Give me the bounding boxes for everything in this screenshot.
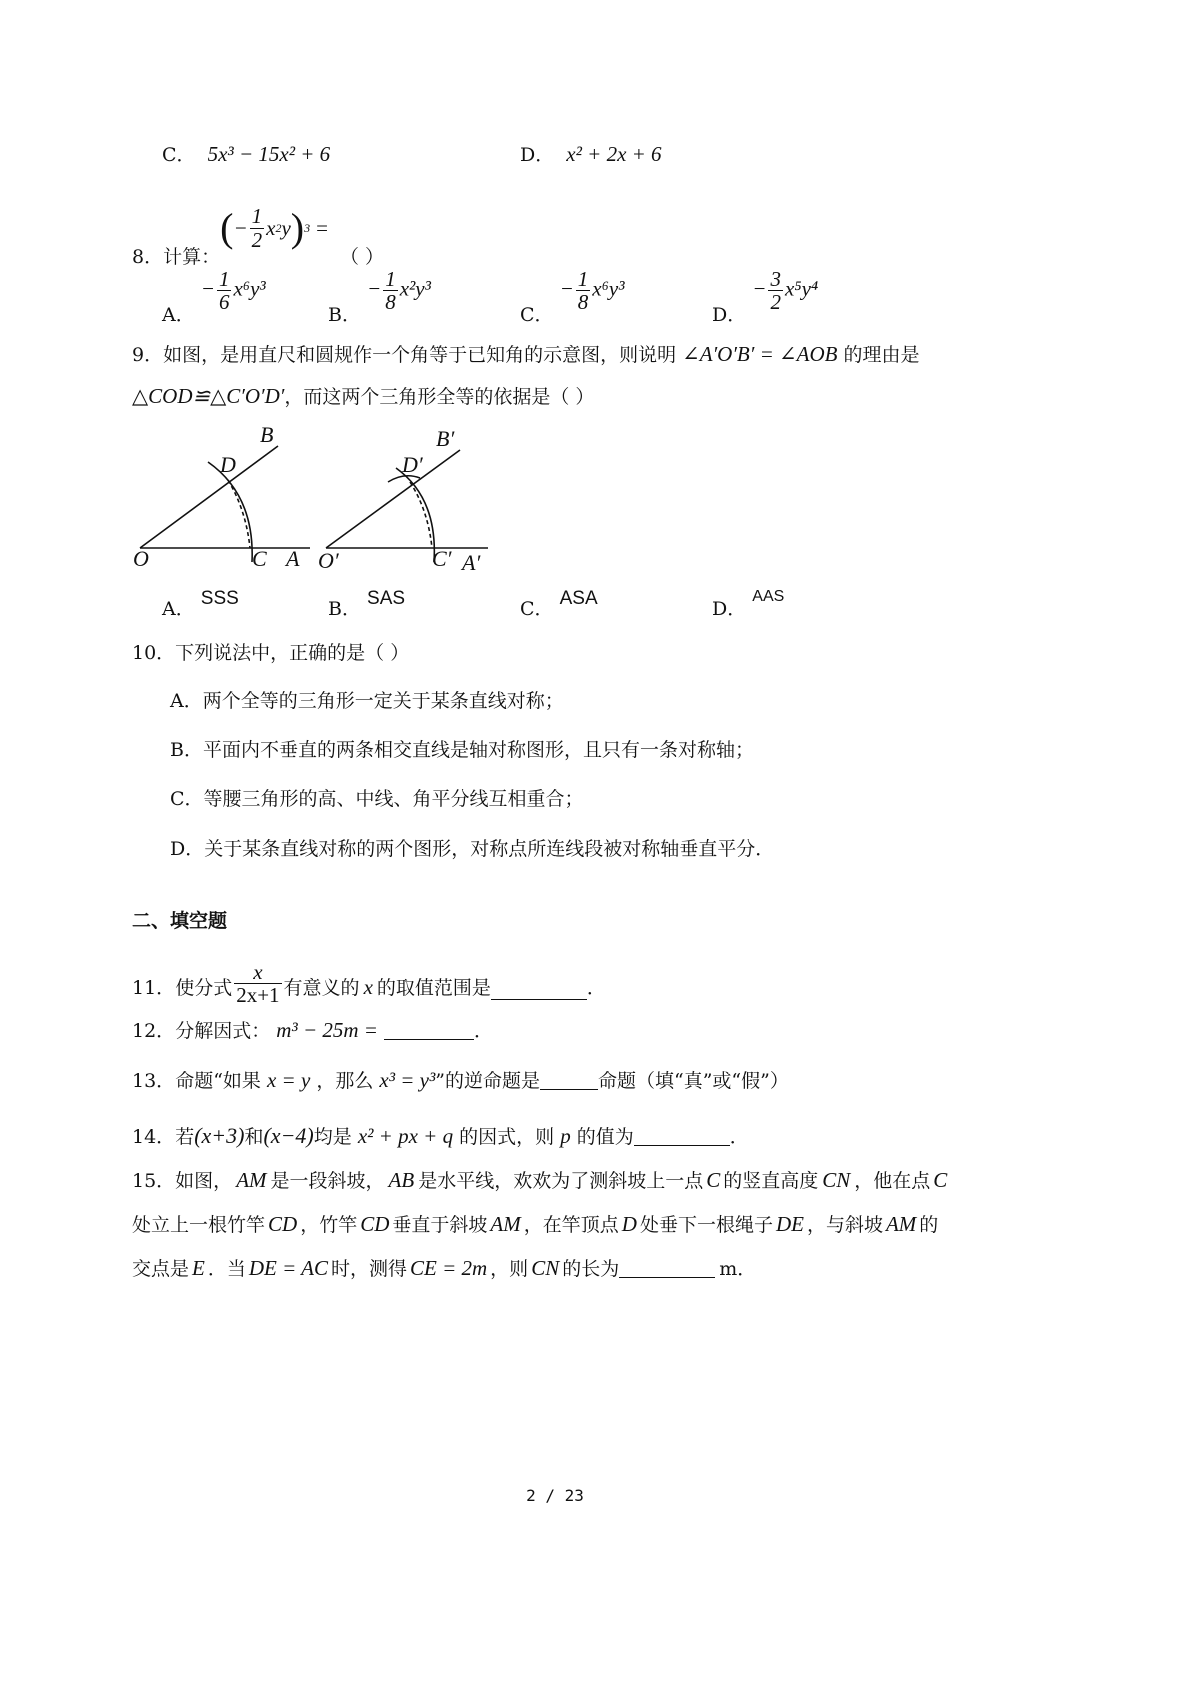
q8-option-a: A． − $\frac{1}{6}$ x⁶y³: [162, 267, 266, 326]
math-symbol: CN: [822, 1168, 851, 1192]
q9-options: [162, 588, 862, 618]
option-label: C．: [520, 304, 554, 326]
q8-option-b: B． − $\frac{1}{8}$ x²y³: [328, 267, 431, 326]
q9-option-a: [162, 588, 239, 621]
question-text: 若: [175, 1126, 195, 1148]
question-text: ”的逆命题是: [435, 1070, 540, 1092]
question-text: 的: [919, 1214, 939, 1236]
answer-blank[interactable]: [540, 1088, 598, 1090]
option-label: B．: [328, 304, 361, 326]
ray-o2b2: [326, 450, 460, 548]
option-expression: x²y³: [399, 276, 431, 301]
q10-option-c: C．等腰三角形的高、中线、角平分线互相重合；: [170, 788, 584, 810]
q8-stem: [132, 190, 384, 270]
question-text: 是一段斜坡，: [270, 1170, 385, 1192]
math-symbol: AM: [885, 1212, 917, 1236]
q9-figure: [120, 420, 520, 590]
coef-numerator: 1: [218, 267, 230, 291]
congruence-statement: △COD≌△C′O′D′: [132, 384, 285, 408]
expression: m³ − 25m =: [276, 1018, 378, 1042]
math-symbol: CE = 2m: [410, 1256, 488, 1280]
expression: x² + px + q: [357, 1124, 454, 1148]
answer-blank[interactable]: [619, 1276, 715, 1278]
q10-option-d: D．关于某条直线对称的两个图形，对称点所连线段被对称轴垂直平分．: [170, 838, 775, 860]
option-label: D．: [712, 598, 747, 620]
question-text: 有意义的: [283, 977, 360, 999]
q15-line1: [132, 1166, 947, 1193]
option-text: SSS: [200, 588, 239, 609]
coef-denominator: 6: [218, 290, 230, 315]
q14: [132, 1122, 749, 1149]
option-text: SAS: [367, 588, 406, 609]
question-text: 均是: [313, 1126, 352, 1148]
expression: x³ = y³: [379, 1068, 436, 1092]
question-text: 15．如图，: [132, 1170, 233, 1192]
q9-option-d: [712, 588, 784, 621]
option-label: A．: [162, 598, 195, 620]
end-punct: ．: [474, 1020, 494, 1042]
question-number: 8．: [132, 245, 164, 268]
fraction-denominator: 2x+1: [236, 982, 280, 1007]
expression: (x−4): [263, 1123, 314, 1148]
math-symbol: DE = AC: [248, 1256, 328, 1280]
question-text: 的长为: [562, 1258, 620, 1280]
q9-option-c: [520, 588, 598, 621]
question-text: ，与斜坡: [806, 1214, 883, 1236]
question-text: ，竹竿: [300, 1214, 358, 1236]
math-symbol: DE: [775, 1212, 804, 1236]
question-text: 的理由是: [843, 344, 920, 366]
unit: m．: [719, 1258, 757, 1280]
option-expression: x⁶y³: [592, 276, 625, 301]
question-text: 处垂下一根绳子: [639, 1214, 773, 1236]
label-b: B: [260, 422, 274, 447]
fraction-numerator: x: [234, 961, 281, 984]
coef-denominator: 8: [385, 290, 396, 315]
question-text: 是水平线，欢欢为了测斜坡上一点: [418, 1170, 704, 1192]
q10-option-b: B．平面内不垂直的两条相交直线是轴对称图形，且只有一条对称轴；: [170, 739, 754, 761]
section-title: 二、填空题: [132, 910, 228, 932]
fraction: [234, 961, 281, 1006]
question-number: 12．: [132, 1020, 176, 1042]
q7-option-c: [162, 140, 330, 167]
question-text: ，则: [490, 1258, 529, 1280]
label-o: O: [133, 546, 149, 571]
q9-line2: [132, 382, 594, 409]
answer-blank[interactable]: [634, 1144, 730, 1146]
page-number: 2 / 23: [526, 1486, 584, 1505]
q11: [132, 942, 606, 1007]
variable: x: [363, 975, 373, 999]
label-b-prime: B′: [436, 426, 455, 451]
option-label: A．: [162, 304, 195, 326]
q9-option-b: [328, 588, 405, 621]
answer-blank[interactable]: [491, 998, 587, 1000]
question-text: 分解因式：: [175, 1020, 271, 1042]
angle-equation: ∠A′O′B′ = ∠AOB: [682, 342, 838, 366]
label-o-prime: O′: [318, 548, 339, 573]
question-number: 9．: [132, 344, 164, 366]
question-text: 的因式，则: [459, 1126, 555, 1148]
question-text: ，而这两个三角形全等的依据是（ ）: [284, 386, 595, 408]
ray-ob: [140, 446, 278, 548]
question-text: 垂直于斜坡: [392, 1214, 488, 1236]
q15-line2: [132, 1210, 938, 1237]
coef-denominator: 2: [770, 290, 781, 315]
question-text: 处立上一根竹竿: [132, 1214, 266, 1236]
option-text: AAS: [752, 588, 785, 605]
question-number: 11．: [132, 977, 176, 999]
coef-denominator: 8: [577, 290, 589, 315]
label-d-prime: D′: [402, 452, 423, 477]
coef-numerator: 1: [385, 267, 396, 291]
label-a-prime: A′: [462, 550, 481, 575]
q9-line1: [132, 340, 920, 367]
question-number: 13．: [132, 1070, 176, 1092]
math-symbol: CD: [360, 1212, 390, 1236]
label-a: A: [286, 546, 300, 571]
math-symbol: D: [621, 1212, 637, 1236]
q7-option-d: [520, 140, 662, 167]
end-punct: ．: [586, 977, 606, 999]
option-label: C．: [162, 144, 196, 166]
question-text: 命题（填“真”或“假”）: [598, 1070, 789, 1092]
question-text: 的竖直高度: [723, 1170, 819, 1192]
q8-option-c: C． − $\frac{1}{8}$ x⁶y³: [520, 267, 625, 326]
label-c-prime: C′: [432, 546, 452, 571]
option-label: B．: [328, 598, 361, 620]
option-text: ASA: [559, 588, 598, 609]
answer-parentheses: （ ）: [339, 245, 384, 268]
question-text: ．当: [207, 1258, 246, 1280]
label-d: D: [220, 452, 236, 477]
question-text: 计算：: [163, 245, 221, 268]
math-symbol: AM: [490, 1212, 521, 1236]
question-text: 和: [244, 1126, 264, 1148]
q8-expression: ( − $\frac{1}{2}$ x 2 y ) 3 =: [220, 204, 328, 252]
option-expression: x⁶y³: [233, 276, 266, 301]
math-symbol: E: [192, 1256, 205, 1280]
q15-line3: [132, 1254, 756, 1281]
expression: (x+3): [194, 1123, 245, 1148]
question-text: ，他在点: [854, 1170, 931, 1192]
coef-numerator: 1: [577, 267, 589, 291]
question-text: 使分式: [175, 977, 233, 999]
option-label: D．: [520, 144, 555, 166]
variable: p: [560, 1124, 571, 1148]
question-text: 命题“如果: [175, 1070, 261, 1092]
question-text: 的取值范围是: [376, 977, 491, 999]
question-text: 如图，是用直尺和圆规作一个角等于已知角的示意图，则说明: [163, 344, 677, 366]
question-text: 时，测得: [330, 1258, 407, 1280]
label-c: C: [252, 546, 267, 571]
q13: [132, 1066, 789, 1093]
question-text: ，在竿顶点: [523, 1214, 619, 1236]
option-label: C．: [520, 598, 554, 620]
q8-options: [162, 267, 862, 326]
math-symbol: CD: [268, 1212, 298, 1236]
end-punct: ．: [729, 1126, 749, 1148]
question-text: 交点是: [132, 1258, 190, 1280]
option-expression: x⁵y⁴: [784, 276, 819, 301]
question-number: 14．: [132, 1126, 176, 1148]
math-symbol: CN: [531, 1256, 560, 1280]
question-text: ，那么: [316, 1070, 374, 1092]
math-symbol: C: [933, 1168, 948, 1192]
math-symbol: AB: [388, 1168, 415, 1192]
coef-numerator: 3: [770, 267, 781, 291]
option-label: D．: [712, 304, 747, 326]
q10-option-a: A．两个全等的三角形一定关于某条直线对称；: [170, 690, 564, 712]
question-text: 的值为: [576, 1126, 634, 1148]
answer-blank[interactable]: [384, 1038, 474, 1040]
expression: x = y: [266, 1068, 311, 1092]
math-symbol: C: [706, 1168, 721, 1192]
q12: [132, 1016, 493, 1043]
math-symbol: AM: [236, 1168, 267, 1192]
q8-option-d: D． − $\frac{3}{2}$ x⁵y⁴: [712, 267, 819, 326]
arc-cd: [208, 462, 252, 562]
option-expression: x² + 2x + 6: [566, 142, 662, 166]
option-expression: 5x³ − 15x² + 6: [207, 142, 331, 166]
q10-stem: 10．下列说法中，正确的是（ ）: [132, 642, 410, 664]
